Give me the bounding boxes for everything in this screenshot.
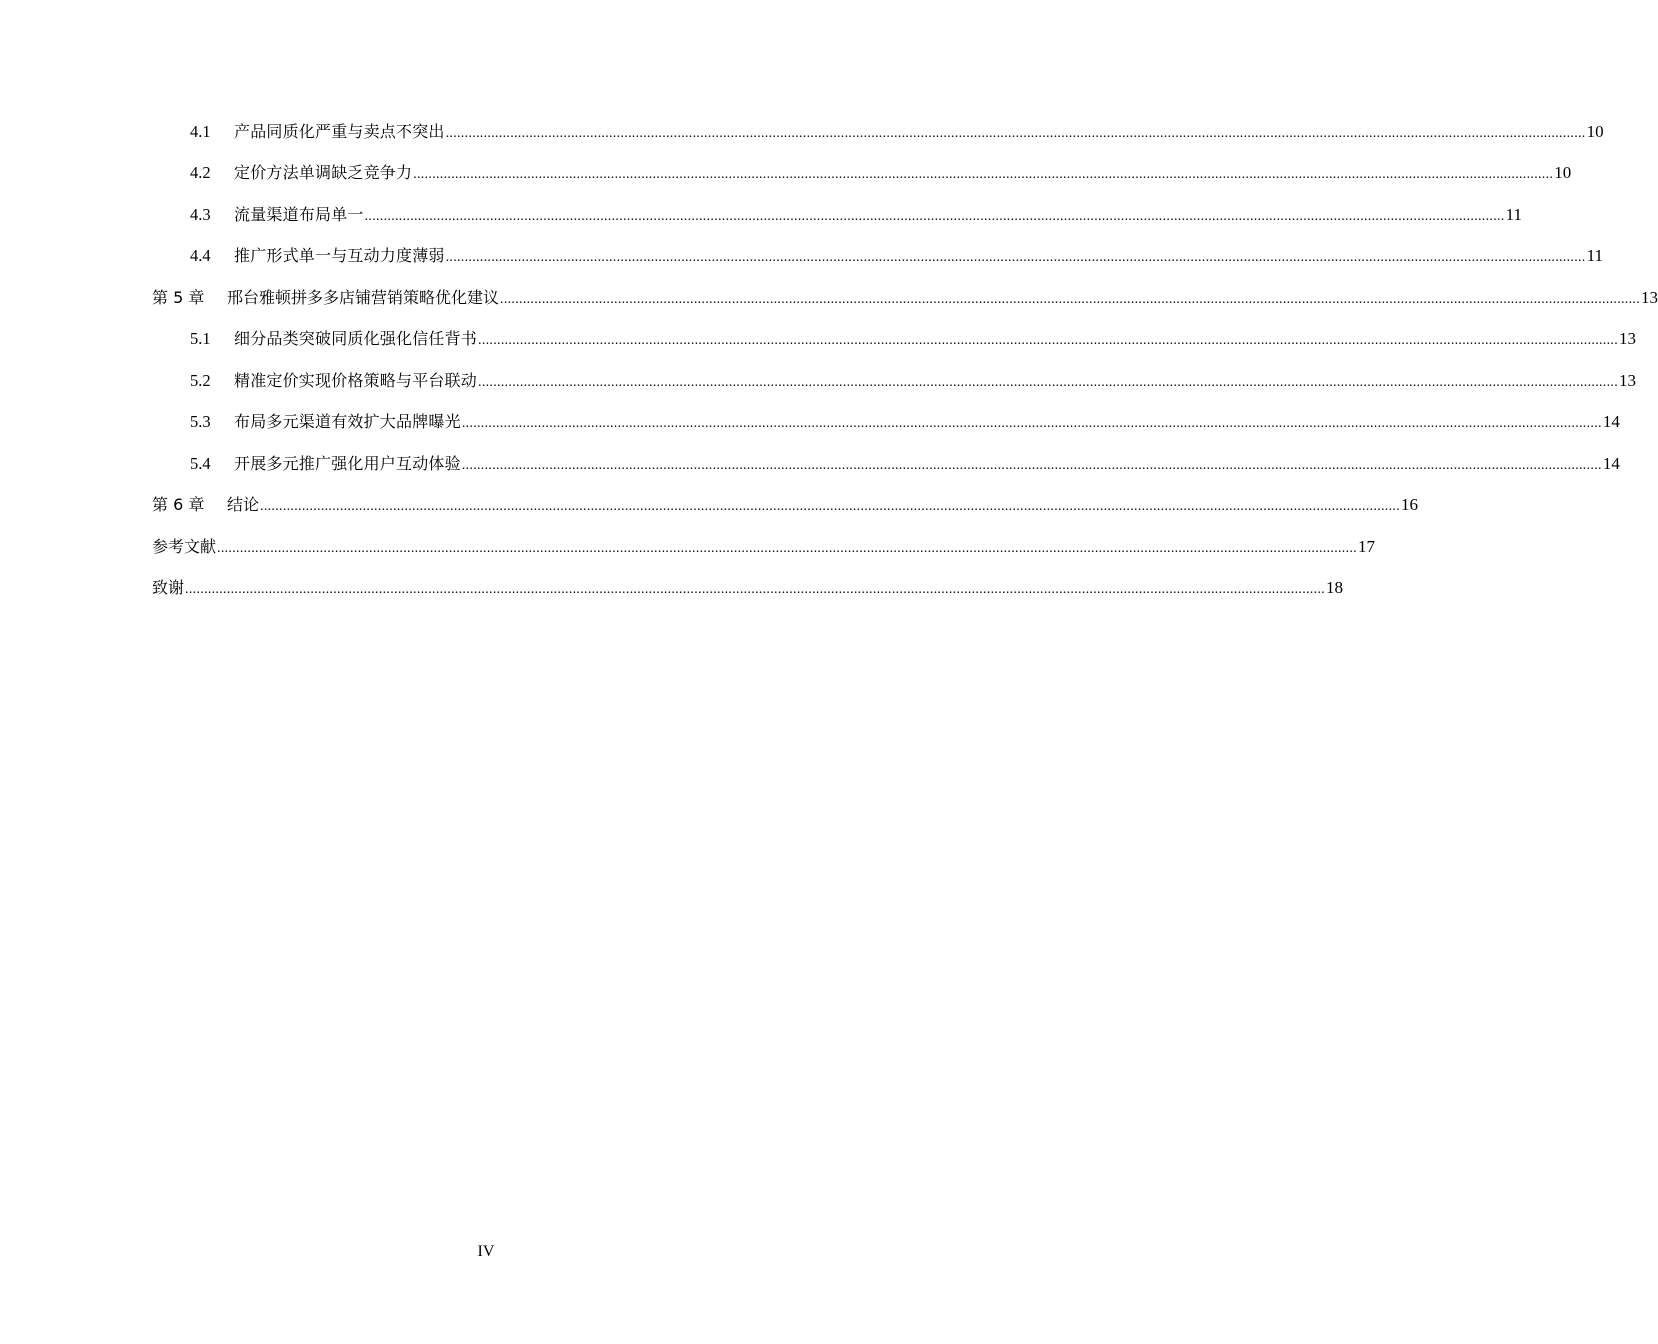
- dot-leader: ............................................................................................................................................................................................................................................................................................................: [260, 499, 1401, 515]
- toc-entry[interactable]: [152, 402, 1620, 444]
- dot-leader: ............................................................................................................................................................................................................................................................................................................: [461, 457, 1602, 473]
- toc-entry[interactable]: [152, 111, 1604, 153]
- toc-chapter-title: 结论: [227, 495, 260, 515]
- toc-entry-page: 13: [1641, 287, 1658, 307]
- toc-entry-page: 17: [1358, 536, 1376, 556]
- toc-entry[interactable]: [152, 319, 1637, 361]
- toc-entry-title: 布局多元渠道有效扩大品牌曝光: [234, 412, 461, 432]
- toc-entry-page: 11: [1505, 204, 1522, 224]
- toc-entry-title: 推广形式单一与互动力度薄弱: [234, 246, 445, 266]
- toc-entry[interactable]: [152, 443, 1620, 485]
- toc-references-entry[interactable]: [152, 526, 1376, 568]
- toc-entry-title: 定价方法单调缺乏竞争力: [234, 163, 413, 183]
- toc-chapter-title: 邢台雅顿拼多多店铺营销策略优化建议: [227, 287, 500, 307]
- toc-chapter-number: 第 5 章: [152, 287, 205, 307]
- dot-leader: ............................................................................................................................................................................................................................................................................................................: [364, 208, 1505, 224]
- toc-entry-number: 4.1: [190, 121, 211, 141]
- toc-acknowledgements-entry[interactable]: [152, 568, 1344, 610]
- toc-entry-page: 10: [1554, 163, 1572, 183]
- dot-leader: ............................................................................................................................................................................................................................................................................................................: [445, 125, 1586, 141]
- toc-references-title: 参考文献: [152, 536, 217, 556]
- dot-leader: ............................................................................................................................................................................................................................................................................................................: [500, 291, 1641, 307]
- toc-entry-number: 5.3: [190, 412, 211, 432]
- toc-chapter-number: 第 6 章: [152, 495, 205, 515]
- toc-entry[interactable]: [152, 194, 1522, 236]
- toc-entry-page: 13: [1619, 370, 1637, 390]
- toc-entry-number: 4.2: [190, 163, 211, 183]
- table-of-contents: [152, 111, 1658, 609]
- toc-entry-page: 14: [1602, 453, 1620, 473]
- toc-entry-title: 细分品类突破同质化强化信任背书: [234, 329, 478, 349]
- toc-entry[interactable]: [152, 153, 1572, 195]
- toc-entry-page: 14: [1602, 412, 1620, 432]
- toc-entry-number: 4.3: [190, 204, 211, 224]
- toc-acknowledgements-title: 致谢: [152, 578, 185, 598]
- page-number-footer: IV: [477, 1243, 495, 1260]
- toc-entry-title: 开展多元推广强化用户互动体验: [234, 453, 461, 473]
- dot-leader: ............................................................................................................................................................................................................................................................................................................: [478, 374, 1619, 390]
- toc-chapter-entry[interactable]: [152, 277, 1658, 319]
- dot-leader: ............................................................................................................................................................................................................................................................................................................: [413, 167, 1554, 183]
- dot-leader: ............................................................................................................................................................................................................................................................................................................: [185, 582, 1326, 598]
- toc-entry-page: 13: [1619, 329, 1637, 349]
- toc-entry-title: 流量渠道布局单一: [234, 204, 364, 224]
- toc-entry-number: 5.4: [190, 453, 211, 473]
- toc-entry[interactable]: [152, 236, 1603, 278]
- toc-entry-number: 4.4: [190, 246, 211, 266]
- toc-entry[interactable]: [152, 360, 1637, 402]
- dot-leader: ............................................................................................................................................................................................................................................................................................................: [478, 333, 1619, 349]
- toc-entry-page: 10: [1586, 121, 1604, 141]
- toc-entry-page: 18: [1326, 578, 1344, 598]
- toc-entry-number: 5.1: [190, 329, 211, 349]
- dot-leader: ............................................................................................................................................................................................................................................................................................................: [445, 250, 1586, 266]
- dot-leader: ............................................................................................................................................................................................................................................................................................................: [461, 416, 1602, 432]
- toc-entry-title: 精准定价实现价格策略与平台联动: [234, 370, 478, 390]
- toc-entry-number: 5.2: [190, 370, 211, 390]
- toc-entry-page: 11: [1586, 246, 1603, 266]
- toc-entry-title: 产品同质化严重与卖点不突出: [234, 121, 445, 141]
- dot-leader: ............................................................................................................................................................................................................................................................................................................: [217, 540, 1358, 556]
- toc-entry-page: 16: [1401, 495, 1419, 515]
- toc-chapter-entry[interactable]: [152, 485, 1419, 527]
